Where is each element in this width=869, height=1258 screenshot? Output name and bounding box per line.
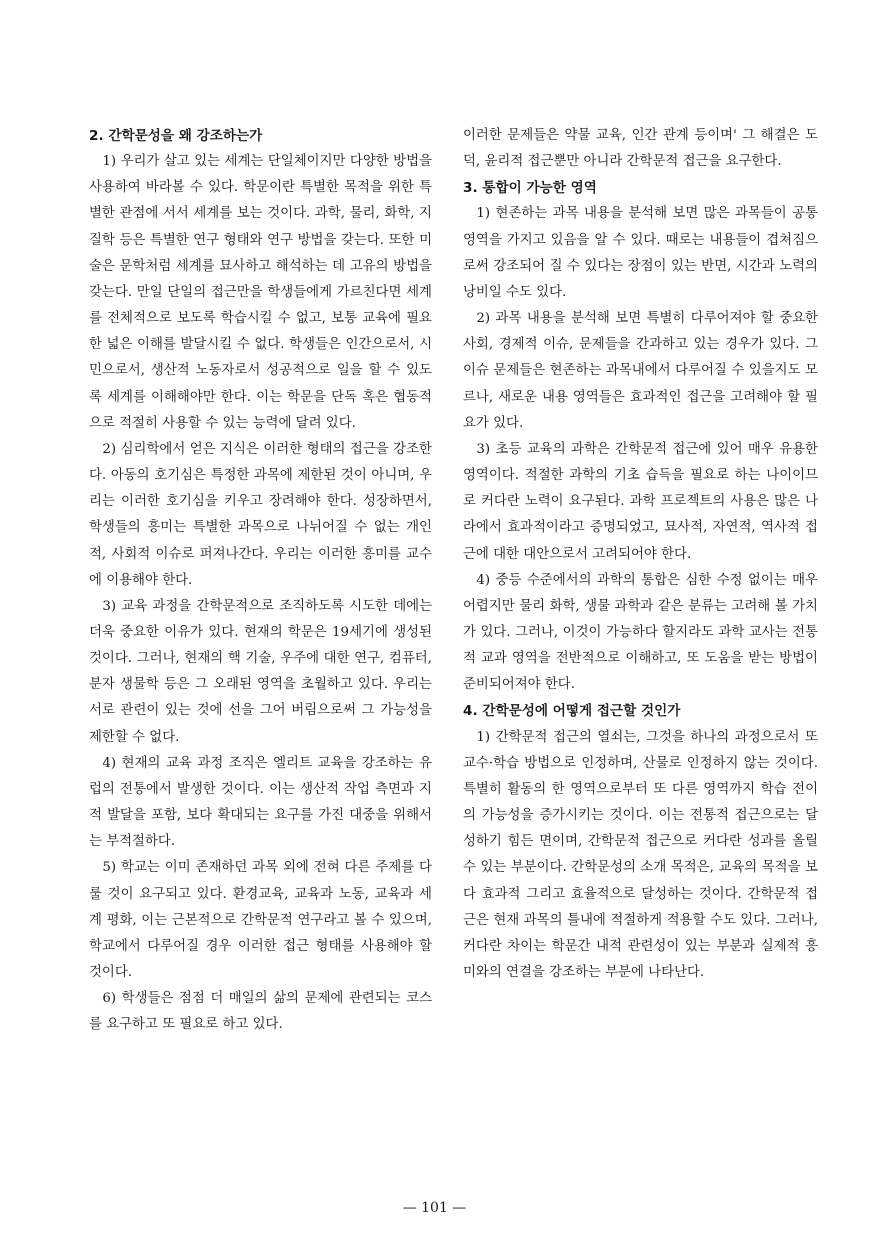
paragraph: 1) 현존하는 과목 내용을 분석해 보면 많은 과목들이 공통 영역을 가지고 있음을 알 수 있다. 때로는 내용들이 겹쳐짐으로써 강조되어 질 수 있다는 장점이 있는 반면, 시간과 노력의 낭비일 수도 있다.: [463, 206, 818, 300]
page-number: — 101 —: [402, 1200, 467, 1216]
section-heading-2: 2. 간학문성을 왜 강조하는가: [89, 128, 263, 144]
section-heading-4: 4. 간학문성에 어떻게 접근할 것인가: [463, 703, 681, 720]
paragraph: 3) 초등 교육의 과학은 간학문적 접근에 있어 매우 유용한 영역이다. 적절한 과학의 기초 습득을 필요로 하는 나이이므로 커다란 노력이 요구된다. 과학 프로젝트의 사용은 많은 나라에서 효과적이라고 증명되었고, 묘사적, 자연적, 역사적 접근에 대한 대안으로서 고려되어야 한다.: [463, 441, 818, 562]
right-column: [463, 123, 818, 986]
paragraph: 3) 교육 과정을 간학문적으로 조직하도록 시도한 데에는 더욱 중요한 이유가 있다. 현재의 학문은 19세기에 생성된 것이다. 그러나, 현재의 핵 기술, 우주에 대한 연구, 컴퓨터, 분자 생물학 등은 그 오래된 영역을 초월하고 있다. 우리는 서로 관련이 있는 것에 선을 그어 버림으로써 그 가능성을 제한할 수 없다.: [89, 598, 432, 745]
left-column: [89, 123, 432, 1038]
paragraph: 4) 중등 수준에서의 과학의 통합은 심한 수정 없이는 매우 어렵지만 물리 화학, 생물 과학과 같은 분류는 고려해 볼 가치가 있다. 그러나, 이것이 가능하다 할지라도 과학 교사는 전통적 교과 영역을 전반적으로 이해하고, 또 도움을 받는 방법이 준비되어져야 한다.: [463, 572, 818, 693]
paragraph-continued: 이러한 문제들은 약물 교육, 인간 관계 등이며' 그 해결은 도덕, 윤리적 접근뿐만 아니라 간학문적 접근을 요구한다.: [463, 128, 818, 170]
paragraph: 1) 우리가 살고 있는 세계는 단일체이지만 다양한 방법을 사용하여 바라볼 수 있다. 학문이란 특별한 목적을 위한 특별한 관점에 서서 세계를 보는 것이다. 과학, 물리, 화학, 지질학 등은 특별한 연구 형태와 연구 방법을 갖는다. 또한 미술은 문학처럼 세계를 묘사하고 해석하는 데 고유의 방법을 갖는다. 만일 단일의 접근만을 학생들에게 가르친다면 세계를 전체적으로 보도록 학습시킬 수 없고, 보통 교육에 필요한 넓은 이해를 발달시킬 수 없다. 학생들은 인간으로서, 시민으로서, 생산적 노동자로서 성공적으로 일을 할 수 있도록 세계를 이해해야만 한다. 이는 학문을 단독 혹은 협동적으로 적절히 사용할 수 있는 능력에 달려 있다.: [89, 154, 432, 431]
paragraph: 1) 간학문적 접근의 열쇠는, 그것을 하나의 과정으로서 또 교수·학습 방법으로 인정하며, 산물로 인정하지 않는 것이다. 특별히 활동의 한 영역으로부터 또 다른 영역까지 학습 전이의 가능성을 증가시키는 것이다. 이는 전통적 접근으로는 달성하기 힘든 면이며, 간학문적 접근으로 커다란 성과를 올릴 수 있는 부분이다. 간학문성의 소개 목적은, 교육의 목적을 보다 효과적 그리고 효율적으로 달성하는 것이다. 간학문적 접근은 현재 과목의 틀내에 적절하게 적용할 수도 있다. 그러나, 커다란 차이는 학문간 내적 관련성이 있는 부분과 실제적 흥미와의 연결을 강조하는 부분에 나타난다.: [463, 729, 818, 980]
section-heading-3: 3. 통합이 가능한 영역: [463, 180, 597, 197]
paragraph: 6) 학생들은 점점 더 매일의 삶의 문제에 관련되는 코스를 요구하고 또 필요로 하고 있다.: [89, 991, 432, 1033]
paragraph: 2) 과목 내용을 분석해 보면 특별히 다루어져야 할 중요한 사회, 경제적 이슈, 문제들을 간과하고 있는 경우가 있다. 그 이슈 문제들은 현존하는 과목내에서 다루어질 수 있을지도 모르나, 새로운 내용 영역들은 효과적인 접근을 고려해야 할 필요가 있다.: [463, 311, 818, 431]
paragraph: 4) 현재의 교육 과정 조직은 엘리트 교육을 강조하는 유럽의 전통에서 발생한 것이다. 이는 생산적 작업 측면과 지적 발달을 포함, 보다 확대되는 요구를 가진 대중을 위해서는 부적절하다.: [89, 755, 432, 850]
paragraph: 2) 심리학에서 얻은 지식은 이러한 형태의 접근을 강조한다. 아동의 호기심은 특정한 과목에 제한된 것이 아니며, 우리는 이러한 호기심을 키우고 장려해야 한다. 성장하면서, 학생들의 흥미는 특별한 과목으로 나뉘어질 수 없는 개인적, 사회적 이슈로 퍼져나간다. 우리는 이러한 흥미를 교수에 이용해야 한다.: [89, 441, 432, 588]
paragraph: 5) 학교는 이미 존재하던 과목 외에 전혀 다른 주제를 다룰 것이 요구되고 있다. 환경교육, 교육과 노동, 교육과 세계 평화, 이는 근본적으로 간학문적 연구라고 볼 수 있으며, 학교에서 다루어질 경우 이러한 접근 형태를 사용해야 할 것이다.: [89, 860, 432, 980]
